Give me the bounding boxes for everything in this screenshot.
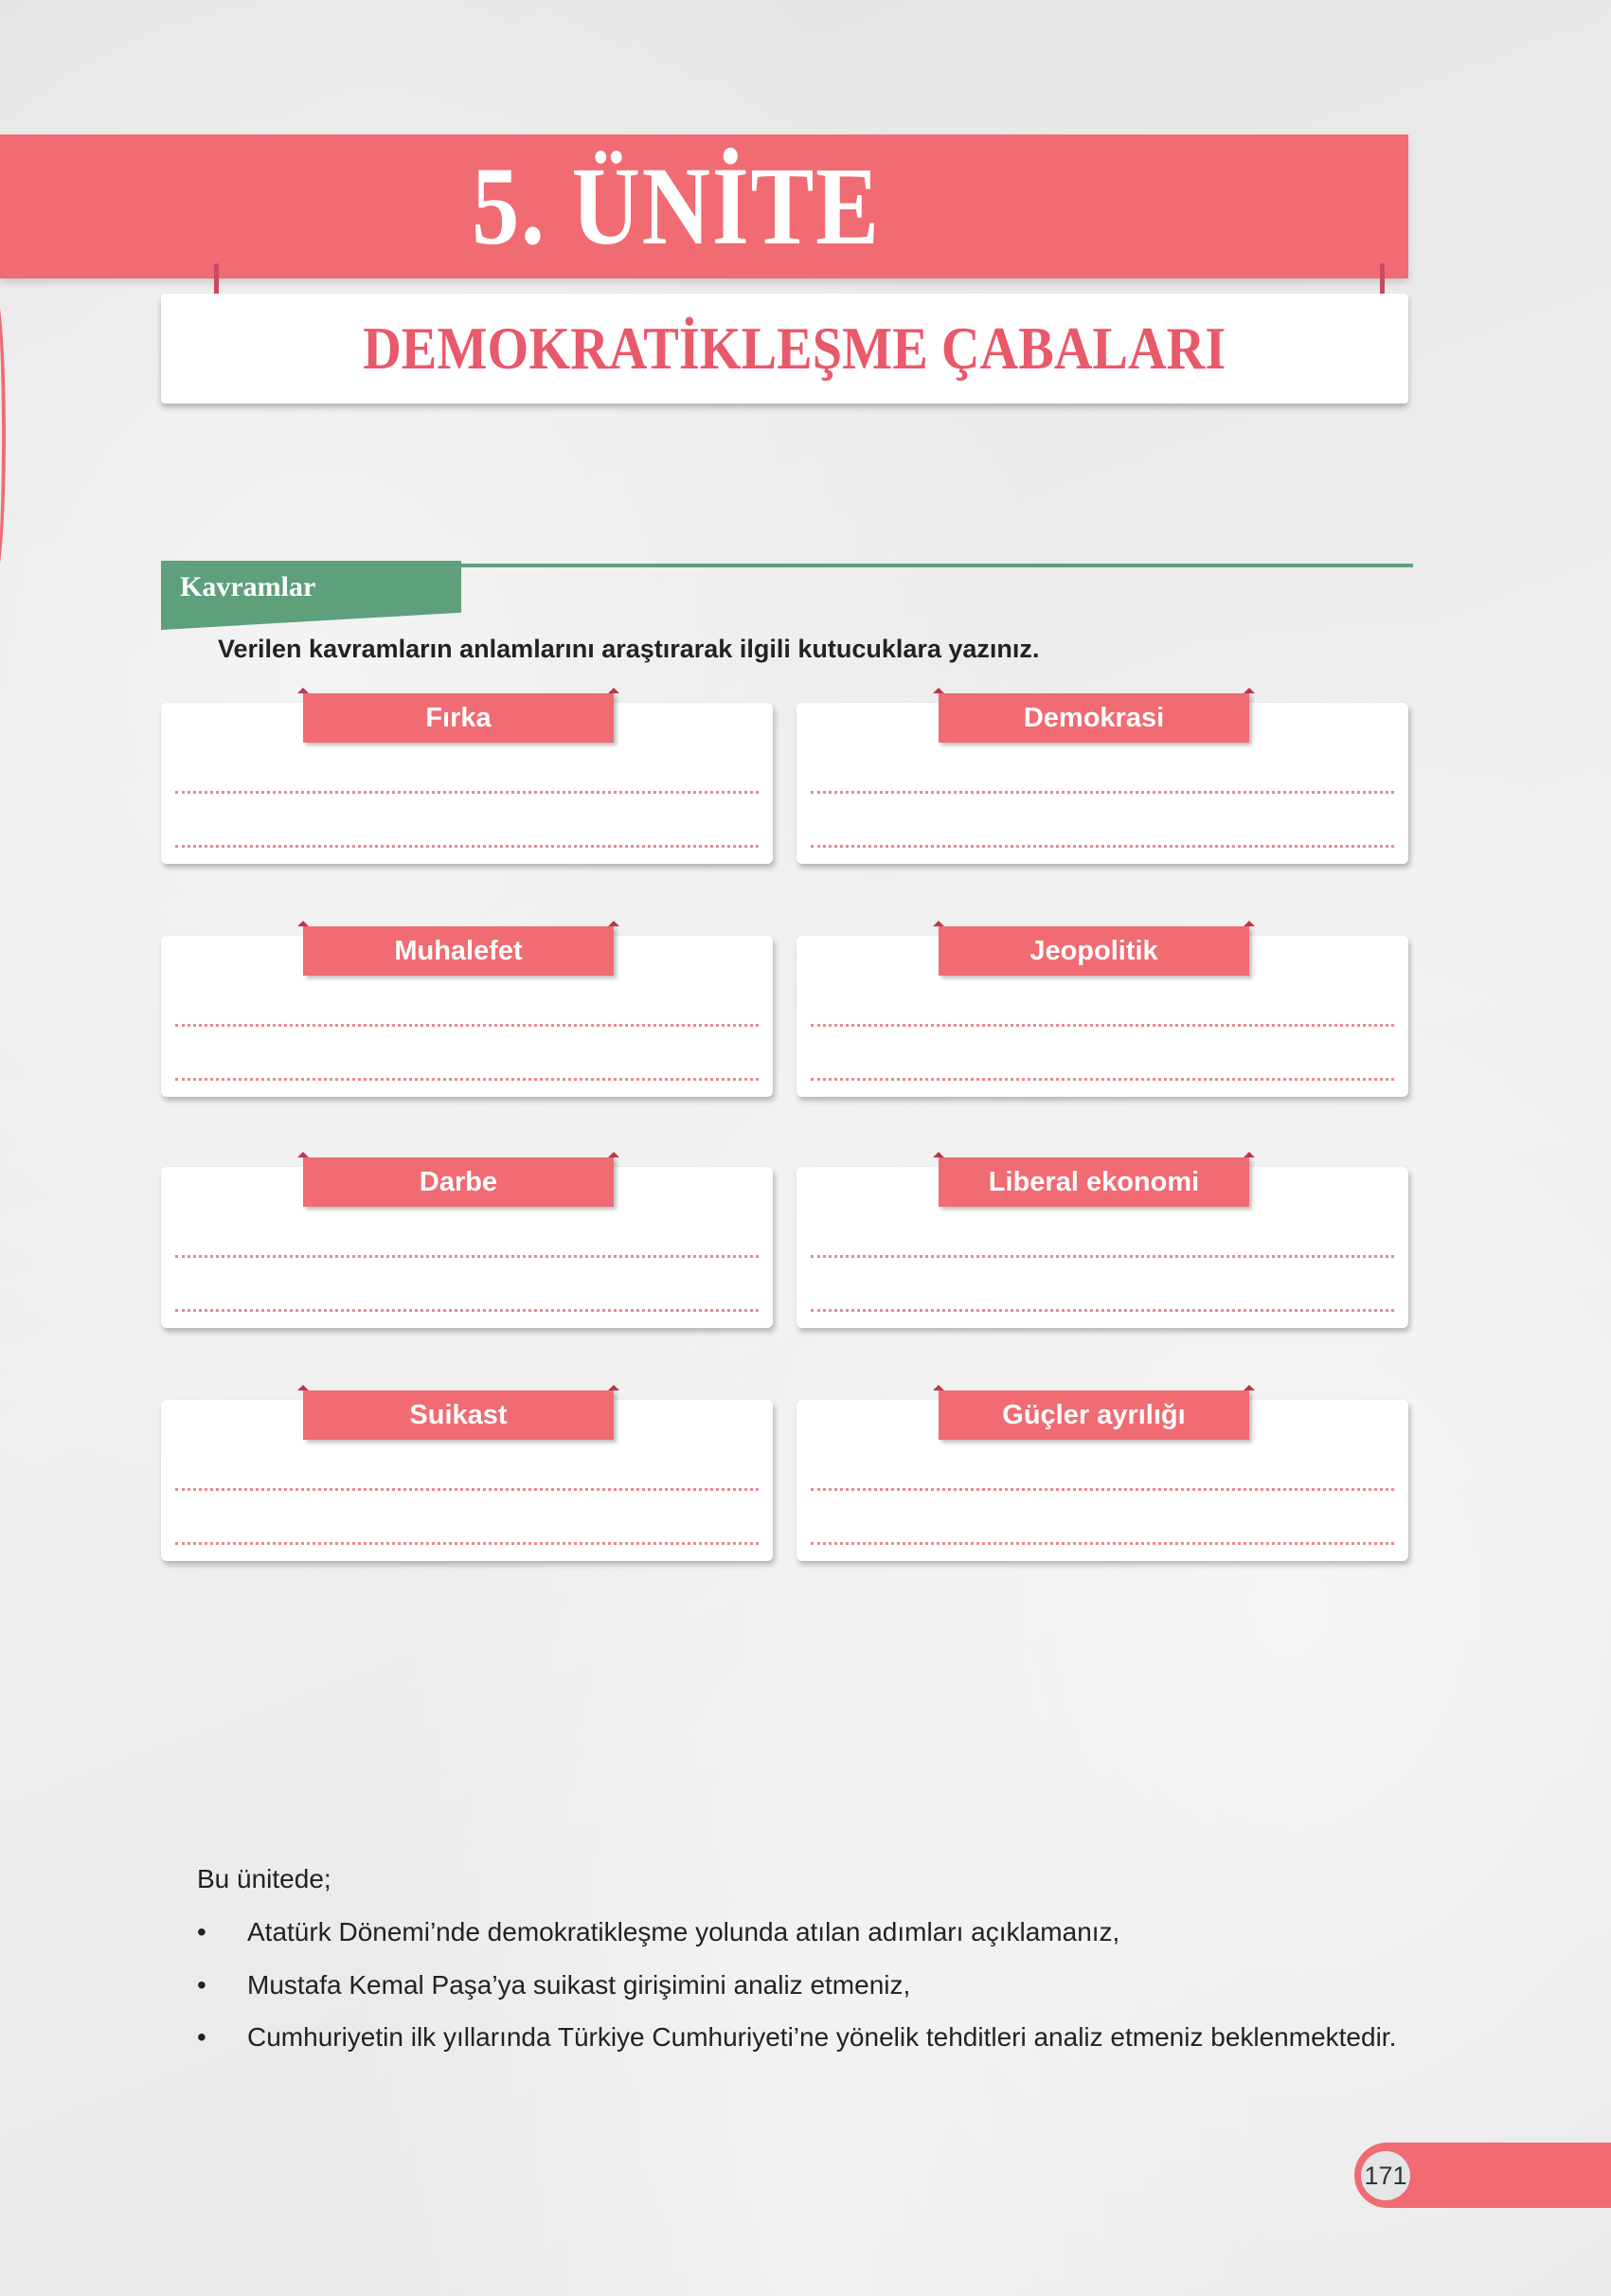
answer-line[interactable] bbox=[175, 1542, 759, 1545]
objective-item bbox=[197, 1914, 1409, 1950]
unit-banner bbox=[0, 135, 1408, 278]
answer-line[interactable] bbox=[811, 1488, 1394, 1491]
decorative-edge bbox=[0, 284, 6, 587]
subtitle-box bbox=[161, 294, 1408, 404]
bullet: • bbox=[197, 1969, 206, 2000]
concept-card[interactable] bbox=[161, 936, 773, 1097]
answer-line[interactable] bbox=[811, 1309, 1394, 1312]
concept-label: Darbe bbox=[303, 1157, 614, 1207]
answer-line[interactable] bbox=[811, 1255, 1394, 1258]
answer-line[interactable] bbox=[811, 1078, 1394, 1081]
answer-line[interactable] bbox=[175, 1255, 759, 1258]
bullet: • bbox=[197, 1916, 206, 1946]
concept-label: Muhalefet bbox=[303, 926, 614, 976]
concept-label: Jeopolitik bbox=[939, 926, 1249, 976]
answer-line[interactable] bbox=[175, 1024, 759, 1027]
concept-label: Liberal ekonomi bbox=[939, 1157, 1249, 1207]
answer-line[interactable] bbox=[175, 1078, 759, 1081]
unit-subtitle: DEMOKRATİKLEŞME ÇABALARI bbox=[362, 314, 1226, 382]
concept-label: Güçler ayrılığı bbox=[939, 1390, 1249, 1440]
concept-card[interactable] bbox=[161, 1400, 773, 1561]
page-number: 171 bbox=[1361, 2151, 1410, 2200]
answer-line[interactable] bbox=[811, 845, 1394, 848]
answer-line[interactable] bbox=[811, 791, 1394, 794]
concept-card[interactable] bbox=[797, 703, 1408, 864]
objectives-intro: Bu ünitede; bbox=[197, 1864, 331, 1893]
answer-line[interactable] bbox=[175, 791, 759, 794]
answer-line[interactable] bbox=[175, 1309, 759, 1312]
concept-card[interactable] bbox=[797, 1167, 1408, 1328]
objective-item bbox=[197, 1967, 1409, 2003]
section-tab-label: Kavramlar bbox=[180, 571, 316, 602]
objective-text: Mustafa Kemal Paşa’ya suikast girişimini analiz etmeniz, bbox=[247, 1969, 911, 2000]
objective-text: Cumhuriyetin ilk yıllarında Türkiye Cumhuriyeti’ne yönelik tehditleri analiz etmeniz beklenmektedir. bbox=[247, 2022, 1397, 2053]
objective-text: Atatürk Dönemi’nde demokratikleşme yolunda atılan adımları açıklamanız, bbox=[247, 1916, 1120, 1946]
concept-card[interactable] bbox=[161, 703, 773, 864]
concept-card[interactable] bbox=[161, 1167, 773, 1328]
section-divider bbox=[461, 564, 1413, 567]
answer-line[interactable] bbox=[175, 1488, 759, 1491]
objective-item bbox=[197, 2019, 1409, 2055]
concept-card[interactable] bbox=[797, 1400, 1408, 1561]
concept-card[interactable] bbox=[797, 936, 1408, 1097]
concept-label: Demokrasi bbox=[939, 693, 1249, 743]
concept-label: Suikast bbox=[303, 1390, 614, 1440]
answer-line[interactable] bbox=[811, 1024, 1394, 1027]
objectives bbox=[197, 1861, 1409, 2055]
answer-line[interactable] bbox=[175, 845, 759, 848]
concept-label: Fırka bbox=[303, 693, 614, 743]
bullet: • bbox=[197, 2022, 206, 2053]
unit-title: 5. ÜNİTE bbox=[471, 144, 881, 268]
answer-line[interactable] bbox=[811, 1542, 1394, 1545]
instruction: Verilen kavramların anlamlarını araştırarak ilgili kutucuklara yazınız. bbox=[218, 635, 1040, 663]
